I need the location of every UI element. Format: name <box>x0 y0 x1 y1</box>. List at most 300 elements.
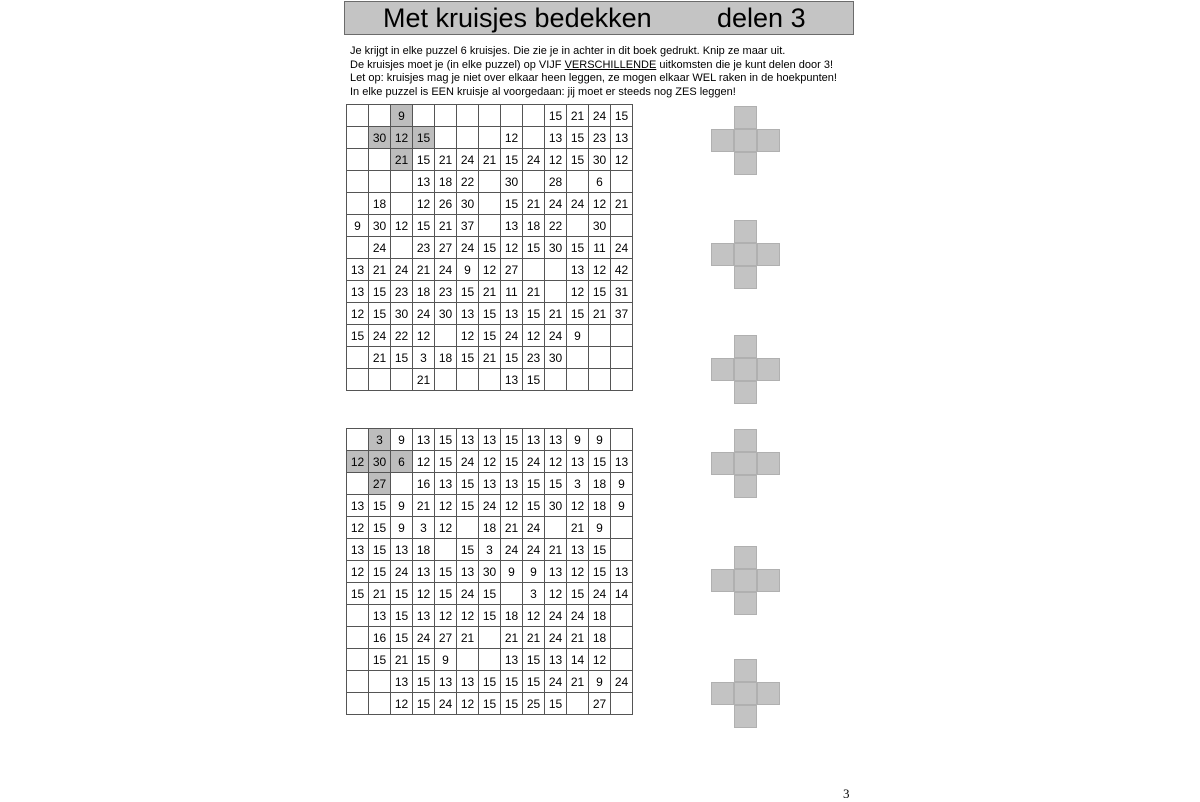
grid-cell[interactable]: 15 <box>545 105 567 127</box>
grid-cell[interactable] <box>611 605 633 627</box>
grid-cell[interactable]: 21 <box>589 303 611 325</box>
grid-cell[interactable]: 24 <box>523 451 545 473</box>
grid-cell[interactable]: 24 <box>589 583 611 605</box>
grid-cell[interactable] <box>457 369 479 391</box>
grid-cell[interactable]: 15 <box>589 281 611 303</box>
grid-cell[interactable]: 9 <box>391 105 413 127</box>
grid-cell[interactable]: 18 <box>589 495 611 517</box>
grid-cell[interactable]: 15 <box>523 473 545 495</box>
grid-cell[interactable]: 30 <box>545 347 567 369</box>
grid-cell[interactable]: 30 <box>589 149 611 171</box>
grid-cell[interactable]: 12 <box>501 237 523 259</box>
grid-cell[interactable]: 15 <box>479 583 501 605</box>
grid-cell[interactable]: 15 <box>413 127 435 149</box>
grid-cell[interactable] <box>435 539 457 561</box>
grid-cell[interactable] <box>611 649 633 671</box>
grid-cell[interactable]: 13 <box>457 429 479 451</box>
grid-cell[interactable]: 12 <box>545 149 567 171</box>
grid-cell[interactable] <box>457 649 479 671</box>
cross-piece[interactable] <box>711 335 780 404</box>
grid-cell[interactable]: 24 <box>523 539 545 561</box>
grid-cell[interactable]: 15 <box>413 215 435 237</box>
grid-cell[interactable]: 13 <box>545 649 567 671</box>
grid-cell[interactable] <box>457 105 479 127</box>
grid-cell[interactable]: 15 <box>523 495 545 517</box>
grid-cell[interactable]: 15 <box>479 237 501 259</box>
grid-cell[interactable]: 9 <box>435 649 457 671</box>
grid-cell[interactable]: 12 <box>479 259 501 281</box>
grid-cell[interactable] <box>479 171 501 193</box>
grid-cell[interactable]: 9 <box>501 561 523 583</box>
grid-cell[interactable]: 13 <box>347 495 369 517</box>
grid-cell[interactable]: 18 <box>589 605 611 627</box>
grid-cell[interactable] <box>347 105 369 127</box>
grid-cell[interactable]: 24 <box>435 259 457 281</box>
grid-cell[interactable]: 30 <box>457 193 479 215</box>
grid-cell[interactable]: 13 <box>347 259 369 281</box>
grid-cell[interactable] <box>369 693 391 715</box>
grid-cell[interactable]: 22 <box>545 215 567 237</box>
grid-cell[interactable]: 24 <box>611 671 633 693</box>
grid-cell[interactable]: 15 <box>567 583 589 605</box>
grid-cell[interactable]: 15 <box>413 671 435 693</box>
grid-cell[interactable]: 27 <box>435 237 457 259</box>
grid-cell[interactable] <box>347 347 369 369</box>
grid-cell[interactable]: 31 <box>611 281 633 303</box>
grid-cell[interactable] <box>369 105 391 127</box>
grid-cell[interactable]: 12 <box>589 193 611 215</box>
grid-cell[interactable]: 15 <box>391 347 413 369</box>
grid-cell[interactable]: 21 <box>413 369 435 391</box>
grid-cell[interactable] <box>391 171 413 193</box>
grid-cell[interactable]: 13 <box>457 303 479 325</box>
grid-cell[interactable]: 15 <box>457 495 479 517</box>
grid-cell[interactable]: 12 <box>391 127 413 149</box>
grid-cell[interactable]: 13 <box>611 451 633 473</box>
grid-cell[interactable]: 15 <box>501 149 523 171</box>
grid-cell[interactable]: 12 <box>501 127 523 149</box>
grid-cell[interactable]: 13 <box>545 561 567 583</box>
grid-cell[interactable]: 12 <box>479 451 501 473</box>
grid-cell[interactable]: 12 <box>545 583 567 605</box>
grid-cell[interactable]: 11 <box>589 237 611 259</box>
grid-cell[interactable] <box>545 517 567 539</box>
grid-cell[interactable]: 30 <box>479 561 501 583</box>
grid-cell[interactable]: 24 <box>413 303 435 325</box>
grid-cell[interactable]: 24 <box>479 495 501 517</box>
grid-cell[interactable] <box>611 693 633 715</box>
grid-cell[interactable]: 15 <box>523 369 545 391</box>
grid-cell[interactable] <box>611 347 633 369</box>
grid-cell[interactable]: 24 <box>435 693 457 715</box>
grid-cell[interactable]: 23 <box>435 281 457 303</box>
grid-cell[interactable]: 21 <box>413 259 435 281</box>
grid-cell[interactable] <box>501 105 523 127</box>
grid-cell[interactable] <box>611 539 633 561</box>
grid-cell[interactable] <box>391 369 413 391</box>
grid-cell[interactable]: 21 <box>369 347 391 369</box>
grid-cell[interactable] <box>391 473 413 495</box>
grid-cell[interactable] <box>347 171 369 193</box>
grid-cell[interactable]: 3 <box>413 347 435 369</box>
grid-cell[interactable]: 15 <box>501 429 523 451</box>
cross-piece[interactable] <box>711 106 780 175</box>
grid-cell[interactable] <box>369 671 391 693</box>
grid-cell[interactable]: 13 <box>347 539 369 561</box>
grid-cell[interactable]: 15 <box>369 539 391 561</box>
grid-cell[interactable]: 15 <box>435 561 457 583</box>
grid-cell[interactable]: 24 <box>457 237 479 259</box>
grid-cell[interactable]: 24 <box>523 149 545 171</box>
grid-cell[interactable]: 15 <box>501 193 523 215</box>
grid-cell[interactable] <box>479 369 501 391</box>
grid-cell[interactable]: 21 <box>523 193 545 215</box>
grid-cell[interactable]: 15 <box>435 429 457 451</box>
grid-cell[interactable]: 15 <box>589 451 611 473</box>
grid-cell[interactable]: 13 <box>567 451 589 473</box>
grid-cell[interactable] <box>457 517 479 539</box>
grid-cell[interactable]: 15 <box>523 237 545 259</box>
grid-cell[interactable]: 18 <box>523 215 545 237</box>
grid-cell[interactable]: 21 <box>435 215 457 237</box>
grid-cell[interactable] <box>611 325 633 347</box>
grid-cell[interactable]: 13 <box>413 171 435 193</box>
grid-cell[interactable]: 12 <box>347 517 369 539</box>
grid-cell[interactable] <box>523 171 545 193</box>
grid-cell[interactable]: 3 <box>413 517 435 539</box>
grid-cell[interactable]: 13 <box>479 429 501 451</box>
grid-cell[interactable]: 12 <box>611 149 633 171</box>
grid-cell[interactable]: 23 <box>391 281 413 303</box>
grid-cell[interactable] <box>369 369 391 391</box>
grid-cell[interactable]: 24 <box>457 583 479 605</box>
grid-cell[interactable]: 12 <box>347 303 369 325</box>
grid-cell[interactable]: 15 <box>391 583 413 605</box>
grid-cell[interactable]: 12 <box>391 215 413 237</box>
grid-cell[interactable]: 15 <box>369 517 391 539</box>
grid-cell[interactable] <box>435 369 457 391</box>
grid-cell[interactable]: 27 <box>501 259 523 281</box>
grid-cell[interactable] <box>589 347 611 369</box>
grid-cell[interactable]: 15 <box>413 149 435 171</box>
grid-cell[interactable]: 28 <box>545 171 567 193</box>
grid-cell[interactable]: 15 <box>501 693 523 715</box>
grid-cell[interactable]: 18 <box>501 605 523 627</box>
grid-cell[interactable]: 15 <box>369 495 391 517</box>
grid-cell[interactable]: 15 <box>589 539 611 561</box>
grid-cell[interactable]: 15 <box>545 693 567 715</box>
grid-cell[interactable]: 24 <box>457 451 479 473</box>
grid-cell[interactable] <box>479 215 501 237</box>
grid-cell[interactable]: 15 <box>391 605 413 627</box>
grid-cell[interactable]: 13 <box>501 649 523 671</box>
grid-cell[interactable] <box>611 171 633 193</box>
grid-cell[interactable]: 15 <box>369 649 391 671</box>
grid-cell[interactable]: 13 <box>567 259 589 281</box>
grid-cell[interactable]: 15 <box>589 561 611 583</box>
grid-cell[interactable]: 12 <box>435 517 457 539</box>
grid-cell[interactable]: 15 <box>457 473 479 495</box>
grid-cell[interactable]: 30 <box>501 171 523 193</box>
grid-cell[interactable]: 27 <box>435 627 457 649</box>
grid-cell[interactable]: 15 <box>479 303 501 325</box>
grid-cell[interactable] <box>479 649 501 671</box>
grid-cell[interactable]: 24 <box>413 627 435 649</box>
grid-cell[interactable]: 12 <box>347 451 369 473</box>
grid-cell[interactable]: 24 <box>369 325 391 347</box>
grid-cell[interactable]: 13 <box>413 429 435 451</box>
grid-cell[interactable]: 15 <box>369 303 391 325</box>
grid-cell[interactable]: 9 <box>567 429 589 451</box>
grid-cell[interactable]: 21 <box>567 517 589 539</box>
grid-cell[interactable]: 24 <box>545 325 567 347</box>
grid-cell[interactable] <box>611 215 633 237</box>
grid-cell[interactable] <box>347 627 369 649</box>
grid-cell[interactable]: 12 <box>589 649 611 671</box>
grid-cell[interactable]: 12 <box>567 281 589 303</box>
grid-cell[interactable]: 21 <box>413 495 435 517</box>
grid-cell[interactable]: 21 <box>545 539 567 561</box>
grid-cell[interactable]: 15 <box>523 671 545 693</box>
grid-cell[interactable]: 18 <box>435 171 457 193</box>
cross-piece[interactable] <box>711 546 780 615</box>
grid-cell[interactable]: 15 <box>501 451 523 473</box>
grid-cell[interactable]: 12 <box>435 495 457 517</box>
grid-cell[interactable] <box>545 281 567 303</box>
grid-cell[interactable] <box>501 583 523 605</box>
grid-cell[interactable]: 21 <box>391 149 413 171</box>
grid-cell[interactable]: 12 <box>391 693 413 715</box>
grid-cell[interactable] <box>567 171 589 193</box>
grid-cell[interactable]: 30 <box>369 215 391 237</box>
grid-cell[interactable]: 24 <box>611 237 633 259</box>
grid-cell[interactable]: 26 <box>435 193 457 215</box>
grid-cell[interactable]: 14 <box>611 583 633 605</box>
grid-cell[interactable]: 15 <box>347 325 369 347</box>
grid-cell[interactable]: 15 <box>479 605 501 627</box>
grid-cell[interactable] <box>347 369 369 391</box>
grid-cell[interactable] <box>347 193 369 215</box>
grid-cell[interactable] <box>523 105 545 127</box>
grid-cell[interactable]: 13 <box>413 561 435 583</box>
grid-cell[interactable]: 3 <box>369 429 391 451</box>
grid-cell[interactable]: 11 <box>501 281 523 303</box>
grid-cell[interactable]: 14 <box>567 649 589 671</box>
grid-cell[interactable]: 18 <box>589 627 611 649</box>
grid-cell[interactable]: 13 <box>435 671 457 693</box>
grid-cell[interactable] <box>589 369 611 391</box>
grid-cell[interactable]: 21 <box>567 105 589 127</box>
grid-cell[interactable]: 12 <box>457 693 479 715</box>
grid-cell[interactable] <box>611 369 633 391</box>
grid-cell[interactable]: 9 <box>611 473 633 495</box>
grid-cell[interactable]: 9 <box>347 215 369 237</box>
grid-cell[interactable]: 21 <box>567 627 589 649</box>
grid-cell[interactable]: 13 <box>611 561 633 583</box>
grid-cell[interactable]: 3 <box>567 473 589 495</box>
grid-cell[interactable]: 12 <box>523 325 545 347</box>
grid-cell[interactable]: 15 <box>391 627 413 649</box>
grid-cell[interactable]: 30 <box>545 237 567 259</box>
grid-cell[interactable]: 13 <box>545 429 567 451</box>
grid-cell[interactable]: 21 <box>567 671 589 693</box>
grid-cell[interactable]: 21 <box>369 259 391 281</box>
grid-cell[interactable]: 9 <box>523 561 545 583</box>
grid-cell[interactable]: 22 <box>391 325 413 347</box>
grid-cell[interactable]: 13 <box>413 605 435 627</box>
grid-cell[interactable]: 13 <box>501 215 523 237</box>
grid-cell[interactable]: 21 <box>391 649 413 671</box>
grid-cell[interactable]: 18 <box>435 347 457 369</box>
grid-cell[interactable] <box>457 127 479 149</box>
grid-cell[interactable]: 15 <box>347 583 369 605</box>
grid-cell[interactable] <box>611 627 633 649</box>
grid-cell[interactable]: 21 <box>435 149 457 171</box>
grid-cell[interactable]: 9 <box>391 517 413 539</box>
grid-cell[interactable]: 13 <box>545 127 567 149</box>
grid-cell[interactable]: 6 <box>391 451 413 473</box>
grid-cell[interactable]: 21 <box>479 281 501 303</box>
grid-cell[interactable] <box>347 473 369 495</box>
grid-cell[interactable]: 15 <box>457 539 479 561</box>
grid-cell[interactable]: 16 <box>413 473 435 495</box>
grid-cell[interactable]: 12 <box>523 605 545 627</box>
grid-cell[interactable]: 15 <box>479 325 501 347</box>
grid-cell[interactable]: 15 <box>523 303 545 325</box>
grid-cell[interactable]: 24 <box>545 193 567 215</box>
grid-cell[interactable]: 15 <box>457 347 479 369</box>
grid-cell[interactable] <box>545 259 567 281</box>
grid-cell[interactable]: 3 <box>479 539 501 561</box>
grid-cell[interactable]: 12 <box>545 451 567 473</box>
grid-cell[interactable]: 9 <box>391 429 413 451</box>
grid-cell[interactable]: 15 <box>413 649 435 671</box>
grid-cell[interactable]: 27 <box>369 473 391 495</box>
grid-cell[interactable]: 15 <box>501 347 523 369</box>
grid-cell[interactable]: 15 <box>523 649 545 671</box>
grid-cell[interactable]: 30 <box>369 127 391 149</box>
grid-cell[interactable] <box>567 347 589 369</box>
grid-cell[interactable]: 18 <box>589 473 611 495</box>
grid-cell[interactable]: 12 <box>501 495 523 517</box>
grid-cell[interactable] <box>589 325 611 347</box>
grid-cell[interactable]: 12 <box>457 605 479 627</box>
grid-cell[interactable]: 3 <box>523 583 545 605</box>
grid-cell[interactable]: 15 <box>567 303 589 325</box>
grid-cell[interactable]: 12 <box>435 605 457 627</box>
grid-cell[interactable]: 18 <box>479 517 501 539</box>
grid-cell[interactable]: 25 <box>523 693 545 715</box>
grid-cell[interactable]: 21 <box>523 281 545 303</box>
grid-cell[interactable]: 30 <box>545 495 567 517</box>
grid-cell[interactable]: 13 <box>435 473 457 495</box>
grid-cell[interactable]: 15 <box>611 105 633 127</box>
grid-cell[interactable] <box>523 259 545 281</box>
grid-cell[interactable] <box>435 105 457 127</box>
grid-cell[interactable]: 24 <box>523 517 545 539</box>
grid-cell[interactable]: 24 <box>501 539 523 561</box>
grid-cell[interactable] <box>391 193 413 215</box>
grid-cell[interactable]: 24 <box>545 627 567 649</box>
grid-cell[interactable]: 13 <box>611 127 633 149</box>
grid-cell[interactable]: 21 <box>501 627 523 649</box>
grid-cell[interactable]: 24 <box>457 149 479 171</box>
grid-cell[interactable] <box>567 215 589 237</box>
grid-cell[interactable]: 24 <box>545 605 567 627</box>
grid-cell[interactable]: 15 <box>457 281 479 303</box>
grid-cell[interactable] <box>479 193 501 215</box>
grid-cell[interactable]: 12 <box>413 325 435 347</box>
grid-cell[interactable]: 23 <box>523 347 545 369</box>
grid-cell[interactable]: 15 <box>369 281 391 303</box>
grid-cell[interactable]: 6 <box>589 171 611 193</box>
grid-cell[interactable]: 30 <box>391 303 413 325</box>
grid-cell[interactable] <box>347 605 369 627</box>
grid-cell[interactable]: 12 <box>567 495 589 517</box>
grid-cell[interactable]: 15 <box>369 561 391 583</box>
grid-cell[interactable] <box>369 149 391 171</box>
grid-cell[interactable]: 9 <box>589 671 611 693</box>
grid-cell[interactable]: 9 <box>391 495 413 517</box>
grid-cell[interactable]: 42 <box>611 259 633 281</box>
grid-cell[interactable]: 27 <box>589 693 611 715</box>
grid-cell[interactable]: 21 <box>479 347 501 369</box>
grid-cell[interactable]: 15 <box>479 671 501 693</box>
grid-cell[interactable] <box>347 671 369 693</box>
grid-cell[interactable]: 15 <box>479 693 501 715</box>
grid-cell[interactable] <box>347 149 369 171</box>
grid-cell[interactable] <box>545 369 567 391</box>
grid-cell[interactable]: 18 <box>369 193 391 215</box>
grid-cell[interactable] <box>479 627 501 649</box>
grid-cell[interactable]: 13 <box>457 671 479 693</box>
grid-cell[interactable]: 24 <box>391 259 413 281</box>
grid-cell[interactable] <box>611 429 633 451</box>
grid-cell[interactable]: 21 <box>501 517 523 539</box>
grid-cell[interactable]: 13 <box>369 605 391 627</box>
grid-cell[interactable] <box>347 127 369 149</box>
cross-piece[interactable] <box>711 659 780 728</box>
grid-cell[interactable] <box>347 237 369 259</box>
grid-cell[interactable]: 21 <box>523 627 545 649</box>
grid-cell[interactable]: 13 <box>501 473 523 495</box>
grid-cell[interactable]: 24 <box>545 671 567 693</box>
grid-cell[interactable]: 21 <box>611 193 633 215</box>
grid-cell[interactable]: 15 <box>501 671 523 693</box>
grid-cell[interactable]: 18 <box>413 539 435 561</box>
grid-cell[interactable]: 30 <box>369 451 391 473</box>
grid-cell[interactable]: 23 <box>413 237 435 259</box>
grid-cell[interactable]: 15 <box>435 451 457 473</box>
grid-cell[interactable] <box>347 649 369 671</box>
grid-cell[interactable]: 9 <box>611 495 633 517</box>
grid-cell[interactable]: 30 <box>589 215 611 237</box>
grid-cell[interactable]: 24 <box>369 237 391 259</box>
grid-cell[interactable]: 9 <box>589 429 611 451</box>
grid-cell[interactable] <box>435 127 457 149</box>
cross-piece[interactable] <box>711 429 780 498</box>
grid-cell[interactable]: 21 <box>369 583 391 605</box>
grid-cell[interactable] <box>435 325 457 347</box>
grid-cell[interactable]: 15 <box>413 693 435 715</box>
grid-cell[interactable]: 24 <box>501 325 523 347</box>
grid-cell[interactable]: 12 <box>457 325 479 347</box>
grid-cell[interactable]: 21 <box>479 149 501 171</box>
grid-cell[interactable]: 15 <box>435 583 457 605</box>
grid-cell[interactable]: 15 <box>567 237 589 259</box>
grid-cell[interactable]: 12 <box>347 561 369 583</box>
grid-cell[interactable]: 15 <box>567 149 589 171</box>
